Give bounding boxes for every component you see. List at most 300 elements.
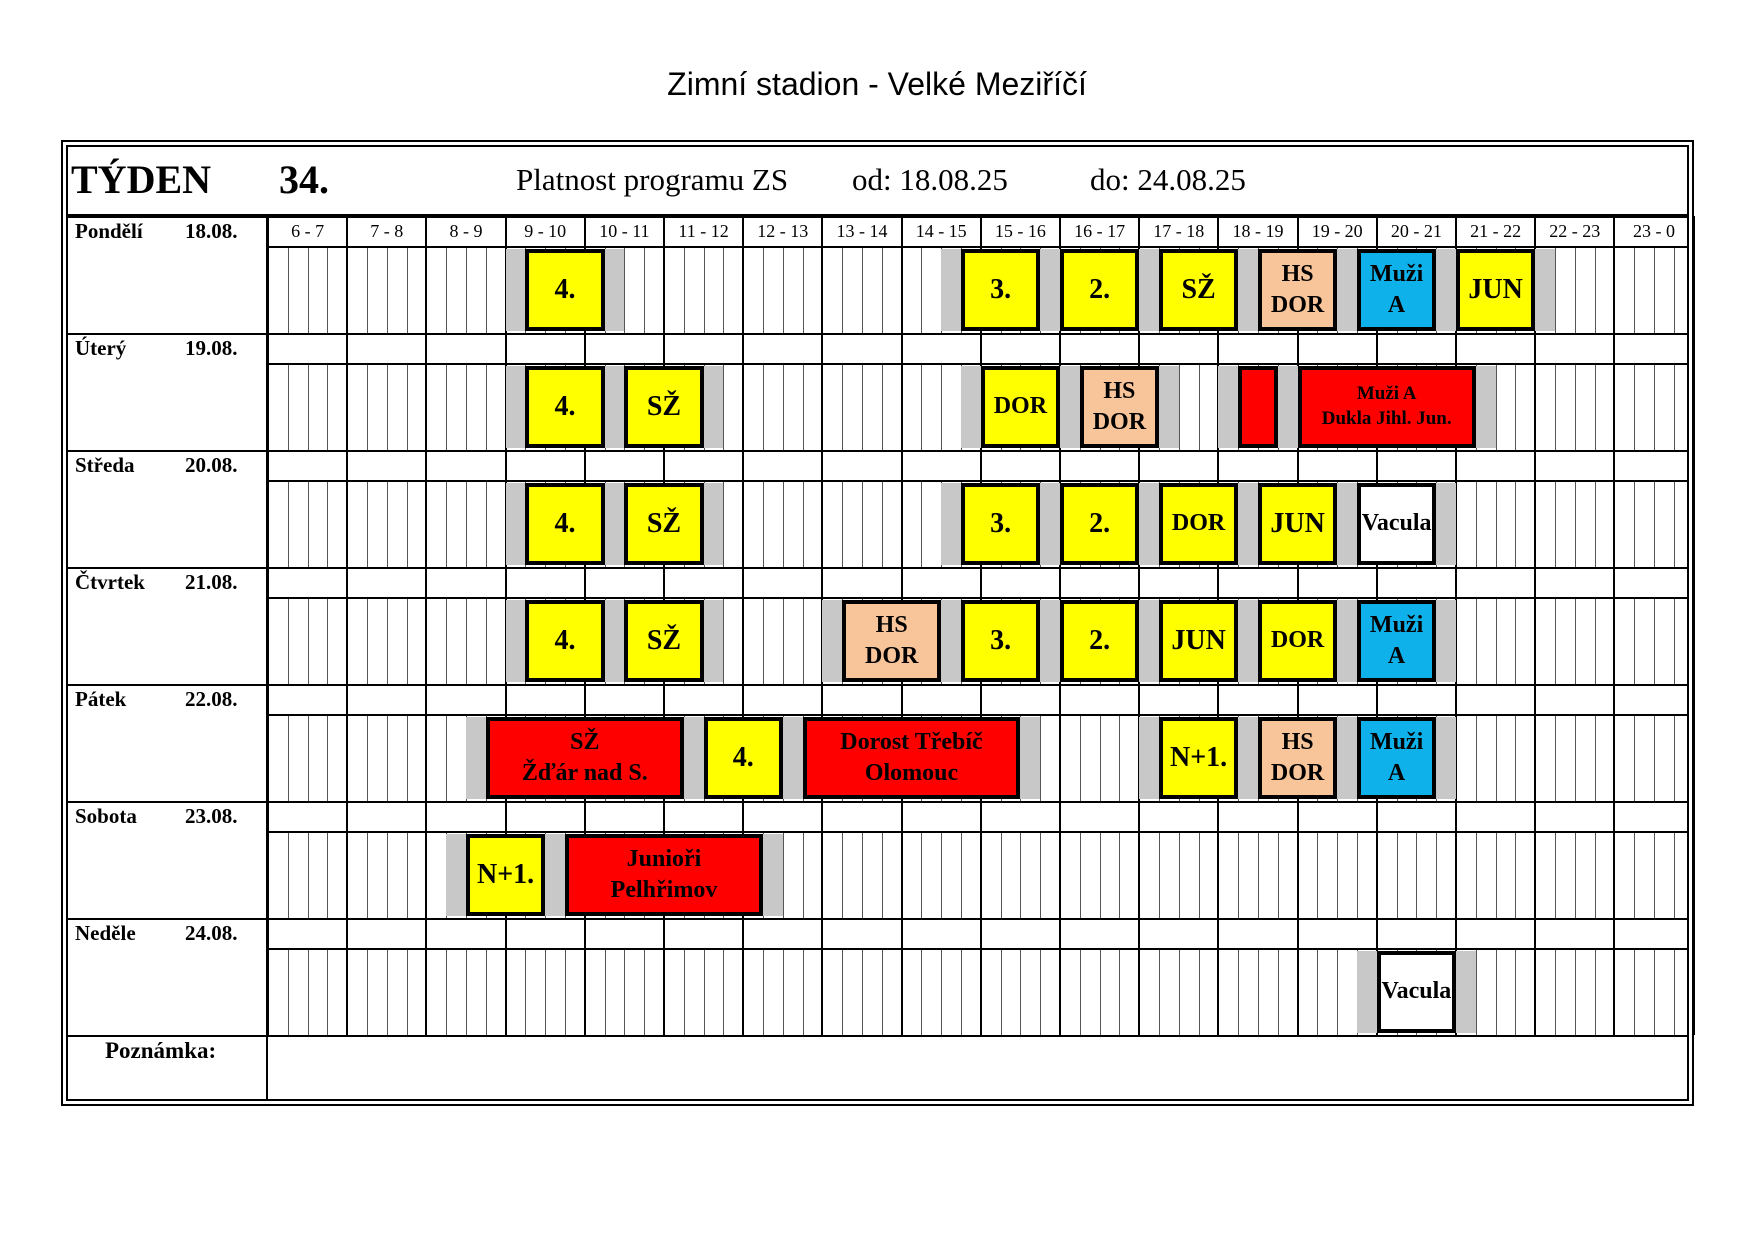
- quarter-line: [1100, 949, 1101, 1035]
- ice-maintenance-gap: [1159, 366, 1179, 448]
- quarter-line: [1575, 481, 1576, 567]
- quarter-line: [525, 949, 526, 1035]
- quarter-line: [803, 364, 804, 450]
- quarter-line: [407, 364, 408, 450]
- ice-maintenance-gap: [961, 366, 981, 448]
- quarter-line: [288, 481, 289, 567]
- quarter-line: [1595, 364, 1596, 450]
- quarter-line: [1674, 715, 1675, 801]
- quarter-line: [1654, 832, 1655, 918]
- ice-maintenance-gap: [941, 600, 961, 682]
- quarter-line: [446, 481, 447, 567]
- quarter-line: [327, 598, 328, 684]
- note-row-divider: [68, 1035, 1687, 1037]
- quarter-line: [842, 949, 843, 1035]
- hour-label: 10 - 11: [599, 221, 650, 241]
- quarter-line: [367, 481, 368, 567]
- ice-maintenance-gap: [684, 717, 704, 799]
- booking-block[interactable]: Muži A: [1357, 717, 1436, 799]
- quarter-line: [783, 832, 784, 918]
- quarter-line: [407, 715, 408, 801]
- booking-block[interactable]: 2.: [1060, 483, 1139, 565]
- quarter-line: [1416, 832, 1417, 918]
- booking-block[interactable]: DOR: [1159, 483, 1238, 565]
- quarter-line: [1357, 832, 1358, 918]
- quarter-line: [783, 949, 784, 1035]
- hour-label: 7 - 8: [370, 221, 404, 241]
- quarter-line: [486, 598, 487, 684]
- quarter-line: [1080, 949, 1081, 1035]
- booking-block[interactable]: N+1.: [466, 834, 545, 916]
- quarter-line: [1020, 949, 1021, 1035]
- quarter-line: [882, 949, 883, 1035]
- ice-maintenance-gap: [1139, 483, 1159, 565]
- quarter-line: [1575, 715, 1576, 801]
- ice-maintenance-gap: [1357, 951, 1377, 1033]
- quarter-line: [308, 598, 309, 684]
- quarter-line: [1100, 715, 1101, 801]
- quarter-line: [327, 949, 328, 1035]
- quarter-line: [783, 598, 784, 684]
- quarter-line: [862, 481, 863, 567]
- quarter-line: [1654, 481, 1655, 567]
- quarter-line: [1258, 832, 1259, 918]
- quarter-line: [1179, 832, 1180, 918]
- ice-maintenance-gap: [605, 600, 625, 682]
- quarter-line: [1555, 481, 1556, 567]
- hour-label: 19 - 20: [1311, 221, 1363, 241]
- quarter-line: [803, 598, 804, 684]
- booking-block[interactable]: 4.: [525, 249, 604, 331]
- booking-block[interactable]: 4.: [704, 717, 783, 799]
- booking-block[interactable]: DOR: [1258, 600, 1337, 682]
- quarter-line: [1634, 247, 1635, 333]
- day-header-divider: [266, 363, 1687, 365]
- quarter-line: [1476, 598, 1477, 684]
- quarter-line: [624, 949, 625, 1035]
- hour-label: 20 - 21: [1390, 221, 1442, 241]
- booking-block[interactable]: [1238, 366, 1278, 448]
- ice-maintenance-gap: [1060, 366, 1080, 448]
- hour-label: 23 - 0: [1632, 221, 1675, 241]
- week-number: 34.: [279, 157, 329, 202]
- quarter-line: [1337, 832, 1338, 918]
- quarter-line: [1179, 949, 1180, 1035]
- quarter-line: [961, 832, 962, 918]
- quarter-line: [1337, 949, 1338, 1035]
- booking-block[interactable]: N+1.: [1159, 717, 1238, 799]
- quarter-line: [327, 832, 328, 918]
- booking-block[interactable]: 2.: [1060, 600, 1139, 682]
- valid-to: do: 24.08.25: [1090, 162, 1246, 197]
- day-date: 24.08.: [185, 921, 238, 945]
- day-divider: [68, 801, 1687, 803]
- quarter-line: [1001, 949, 1002, 1035]
- booking-block[interactable]: 4.: [525, 483, 604, 565]
- quarter-line: [367, 364, 368, 450]
- quarter-line: [387, 949, 388, 1035]
- quarter-line: [367, 715, 368, 801]
- quarter-line: [288, 364, 289, 450]
- ice-maintenance-gap: [605, 366, 625, 448]
- quarter-line: [1119, 715, 1120, 801]
- hour-label: 8 - 9: [449, 221, 483, 241]
- quarter-line: [803, 949, 804, 1035]
- ice-maintenance-gap: [941, 249, 961, 331]
- booking-block[interactable]: SŽ Žďár nad S.: [486, 717, 684, 799]
- quarter-line: [545, 949, 546, 1035]
- ice-maintenance-gap: [1337, 483, 1357, 565]
- quarter-line: [1595, 715, 1596, 801]
- booking-block[interactable]: JUN: [1159, 600, 1238, 682]
- valid-from: od: 18.08.25: [852, 162, 1008, 197]
- day-date: 23.08.: [185, 804, 238, 828]
- hour-label: 14 - 15: [915, 221, 967, 241]
- day-divider: [68, 450, 1687, 452]
- quarter-line: [921, 364, 922, 450]
- booking-block[interactable]: Muži A: [1357, 249, 1436, 331]
- day-date: 22.08.: [185, 687, 238, 711]
- quarter-line: [1238, 949, 1239, 1035]
- quarter-line: [466, 364, 467, 450]
- quarter-line: [387, 481, 388, 567]
- quarter-line: [803, 247, 804, 333]
- quarter-line: [407, 949, 408, 1035]
- quarter-line: [723, 481, 724, 567]
- booking-block[interactable]: DOR: [981, 366, 1060, 448]
- quarter-line: [921, 247, 922, 333]
- day-divider: [68, 567, 1687, 569]
- quarter-line: [1159, 832, 1160, 918]
- quarter-line: [644, 949, 645, 1035]
- day-name: Pátek: [75, 687, 127, 711]
- day-divider: [68, 216, 1687, 218]
- day-header-divider: [266, 246, 1687, 248]
- ice-maintenance-gap: [605, 249, 625, 331]
- ice-maintenance-gap: [466, 717, 486, 799]
- quarter-line: [1654, 949, 1655, 1035]
- day-name: Sobota: [75, 804, 137, 828]
- quarter-line: [486, 364, 487, 450]
- quarter-line: [842, 481, 843, 567]
- quarter-line: [644, 247, 645, 333]
- quarter-line: [842, 832, 843, 918]
- quarter-line: [1634, 832, 1635, 918]
- quarter-line: [723, 949, 724, 1035]
- page-title: Zimní stadion - Velké Meziříčí: [667, 66, 1087, 102]
- quarter-line: [288, 832, 289, 918]
- booking-block[interactable]: HS DOR: [1258, 249, 1337, 331]
- quarter-line: [624, 247, 625, 333]
- hour-label: 13 - 14: [836, 221, 888, 241]
- quarter-line: [387, 247, 388, 333]
- quarter-line: [842, 247, 843, 333]
- quarter-line: [486, 949, 487, 1035]
- quarter-line: [1634, 364, 1635, 450]
- quarter-line: [407, 598, 408, 684]
- quarter-line: [1199, 832, 1200, 918]
- quarter-line: [308, 832, 309, 918]
- quarter-line: [862, 949, 863, 1035]
- quarter-line: [1674, 598, 1675, 684]
- quarter-line: [1040, 832, 1041, 918]
- quarter-line: [723, 364, 724, 450]
- quarter-line: [327, 481, 328, 567]
- ice-maintenance-gap: [704, 366, 724, 448]
- quarter-line: [1634, 598, 1635, 684]
- quarter-line: [1595, 832, 1596, 918]
- quarter-line: [446, 715, 447, 801]
- day-header-divider: [266, 597, 1687, 599]
- ice-maintenance-gap: [605, 483, 625, 565]
- quarter-line: [1100, 832, 1101, 918]
- day-header-divider: [266, 948, 1687, 950]
- quarter-line: [1080, 715, 1081, 801]
- quarter-line: [763, 598, 764, 684]
- hour-label: 18 - 19: [1232, 221, 1284, 241]
- quarter-line: [1119, 832, 1120, 918]
- quarter-line: [1199, 364, 1200, 450]
- quarter-line: [327, 364, 328, 450]
- quarter-line: [862, 364, 863, 450]
- ice-maintenance-gap: [941, 483, 961, 565]
- booking-block[interactable]: SŽ: [624, 366, 703, 448]
- day-date: 20.08.: [185, 453, 238, 477]
- quarter-line: [1001, 832, 1002, 918]
- ice-maintenance-gap: [1139, 249, 1159, 331]
- quarter-line: [466, 481, 467, 567]
- label-column-divider: [266, 216, 268, 1099]
- quarter-line: [704, 949, 705, 1035]
- ice-maintenance-gap: [822, 600, 842, 682]
- ice-maintenance-gap: [1238, 483, 1258, 565]
- ice-maintenance-gap: [1040, 600, 1060, 682]
- hour-column-line: [1613, 216, 1615, 1035]
- day-date: 21.08.: [185, 570, 238, 594]
- quarter-line: [882, 247, 883, 333]
- day-name: Úterý: [75, 336, 127, 360]
- booking-block[interactable]: 2.: [1060, 249, 1139, 331]
- quarter-line: [1674, 364, 1675, 450]
- quarter-line: [466, 949, 467, 1035]
- quarter-line: [882, 481, 883, 567]
- quarter-line: [1496, 364, 1497, 450]
- quarter-line: [1575, 832, 1576, 918]
- ice-maintenance-gap: [506, 600, 526, 682]
- quarter-line: [684, 949, 685, 1035]
- quarter-line: [1515, 364, 1516, 450]
- day-header-divider: [266, 714, 1687, 716]
- quarter-line: [1119, 949, 1120, 1035]
- quarter-line: [763, 247, 764, 333]
- quarter-line: [1654, 598, 1655, 684]
- quarter-line: [1238, 832, 1239, 918]
- quarter-line: [407, 247, 408, 333]
- quarter-line: [446, 247, 447, 333]
- ice-maintenance-gap: [506, 483, 526, 565]
- ice-maintenance-gap: [763, 834, 783, 916]
- ice-maintenance-gap: [446, 834, 466, 916]
- day-divider: [68, 918, 1687, 920]
- day-date: 19.08.: [185, 336, 238, 360]
- booking-block[interactable]: 4.: [525, 600, 604, 682]
- quarter-line: [723, 247, 724, 333]
- quarter-line: [1515, 949, 1516, 1035]
- day-divider: [68, 333, 1687, 335]
- booking-block[interactable]: Muži A Dukla Jihl. Jun.: [1298, 366, 1476, 448]
- quarter-line: [763, 481, 764, 567]
- ice-maintenance-gap: [704, 483, 724, 565]
- quarter-line: [803, 832, 804, 918]
- day-name: Čtvrtek: [75, 570, 145, 594]
- quarter-line: [1575, 247, 1576, 333]
- booking-block[interactable]: SŽ: [624, 483, 703, 565]
- booking-block[interactable]: SŽ: [1159, 249, 1238, 331]
- quarter-line: [308, 949, 309, 1035]
- ice-maintenance-gap: [1337, 249, 1357, 331]
- quarter-line: [763, 364, 764, 450]
- quarter-line: [387, 715, 388, 801]
- hour-label: 16 - 17: [1074, 221, 1126, 241]
- ice-maintenance-gap: [545, 834, 565, 916]
- hour-label: 9 - 10: [524, 221, 567, 241]
- quarter-line: [1476, 715, 1477, 801]
- booking-block[interactable]: 3.: [961, 483, 1040, 565]
- quarter-line: [783, 364, 784, 450]
- quarter-line: [367, 247, 368, 333]
- quarter-line: [882, 832, 883, 918]
- hour-label: 21 - 22: [1470, 221, 1522, 241]
- quarter-line: [1654, 364, 1655, 450]
- quarter-line: [783, 247, 784, 333]
- quarter-line: [1258, 949, 1259, 1035]
- booking-block[interactable]: JUN: [1258, 483, 1337, 565]
- quarter-line: [565, 949, 566, 1035]
- hour-column-line: [1693, 216, 1695, 1035]
- ice-maintenance-gap: [1238, 600, 1258, 682]
- quarter-line: [466, 598, 467, 684]
- booking-block[interactable]: Vacula: [1357, 483, 1436, 565]
- day-header-divider: [266, 831, 1687, 833]
- booking-block[interactable]: HS DOR: [842, 600, 941, 682]
- quarter-line: [1674, 949, 1675, 1035]
- quarter-line: [1080, 832, 1081, 918]
- ice-maintenance-gap: [1535, 249, 1555, 331]
- quarter-line: [1496, 832, 1497, 918]
- day-name: Pondělí: [75, 219, 143, 243]
- quarter-line: [1179, 364, 1180, 450]
- quarter-line: [605, 949, 606, 1035]
- quarter-line: [1555, 949, 1556, 1035]
- hour-label: 6 - 7: [291, 221, 325, 241]
- ice-maintenance-gap: [506, 249, 526, 331]
- quarter-line: [1555, 715, 1556, 801]
- quarter-line: [387, 364, 388, 450]
- quarter-line: [1595, 598, 1596, 684]
- quarter-line: [1199, 949, 1200, 1035]
- hour-label: 11 - 12: [678, 221, 729, 241]
- quarter-line: [1496, 949, 1497, 1035]
- quarter-line: [288, 598, 289, 684]
- hour-label: 22 - 23: [1549, 221, 1601, 241]
- day-date: 18.08.: [185, 219, 238, 243]
- quarter-line: [1555, 364, 1556, 450]
- booking-block[interactable]: HS DOR: [1080, 366, 1159, 448]
- quarter-line: [327, 247, 328, 333]
- ice-maintenance-gap: [1020, 717, 1040, 799]
- ice-maintenance-gap: [1436, 717, 1456, 799]
- ice-maintenance-gap: [1278, 366, 1298, 448]
- quarter-line: [1654, 247, 1655, 333]
- quarter-line: [1476, 949, 1477, 1035]
- quarter-line: [1278, 832, 1279, 918]
- booking-block[interactable]: Junioři Pelhřimov: [565, 834, 763, 916]
- ice-maintenance-gap: [1238, 249, 1258, 331]
- booking-block[interactable]: Dorost Třebíč Olomouc: [803, 717, 1021, 799]
- ice-maintenance-gap: [1436, 600, 1456, 682]
- quarter-line: [308, 481, 309, 567]
- quarter-line: [446, 949, 447, 1035]
- week-label: TÝDEN: [71, 157, 212, 202]
- ice-maintenance-gap: [704, 600, 724, 682]
- booking-block[interactable]: Muži A: [1357, 600, 1436, 682]
- quarter-line: [1515, 832, 1516, 918]
- booking-block[interactable]: SŽ: [624, 600, 703, 682]
- quarter-line: [1595, 247, 1596, 333]
- quarter-line: [862, 832, 863, 918]
- day-divider: [68, 684, 1687, 686]
- quarter-line: [1476, 832, 1477, 918]
- quarter-line: [308, 247, 309, 333]
- quarter-line: [446, 598, 447, 684]
- booking-block[interactable]: Vacula: [1377, 951, 1456, 1033]
- quarter-line: [446, 364, 447, 450]
- quarter-line: [1496, 481, 1497, 567]
- hour-column-line: [425, 216, 427, 1035]
- quarter-line: [1397, 832, 1398, 918]
- quarter-line: [1515, 715, 1516, 801]
- quarter-line: [803, 481, 804, 567]
- booking-block[interactable]: 3.: [961, 249, 1040, 331]
- ice-maintenance-gap: [1238, 717, 1258, 799]
- quarter-line: [921, 949, 922, 1035]
- quarter-line: [288, 949, 289, 1035]
- quarter-line: [961, 949, 962, 1035]
- booking-block[interactable]: 4.: [525, 366, 604, 448]
- hour-column-line: [346, 216, 348, 1035]
- quarter-line: [1040, 715, 1041, 801]
- quarter-line: [723, 598, 724, 684]
- quarter-line: [1496, 715, 1497, 801]
- quarter-line: [1159, 949, 1160, 1035]
- booking-block[interactable]: 3.: [961, 600, 1040, 682]
- booking-block[interactable]: HS DOR: [1258, 717, 1337, 799]
- quarter-line: [308, 715, 309, 801]
- quarter-line: [466, 247, 467, 333]
- quarter-line: [308, 364, 309, 450]
- hour-column-line: [1534, 216, 1536, 1035]
- ice-maintenance-gap: [783, 717, 803, 799]
- quarter-line: [387, 598, 388, 684]
- quarter-line: [1674, 481, 1675, 567]
- quarter-line: [704, 247, 705, 333]
- quarter-line: [288, 715, 289, 801]
- quarter-line: [1674, 247, 1675, 333]
- ice-maintenance-gap: [1476, 366, 1496, 448]
- quarter-line: [862, 247, 863, 333]
- booking-block[interactable]: JUN: [1456, 249, 1535, 331]
- quarter-line: [1555, 832, 1556, 918]
